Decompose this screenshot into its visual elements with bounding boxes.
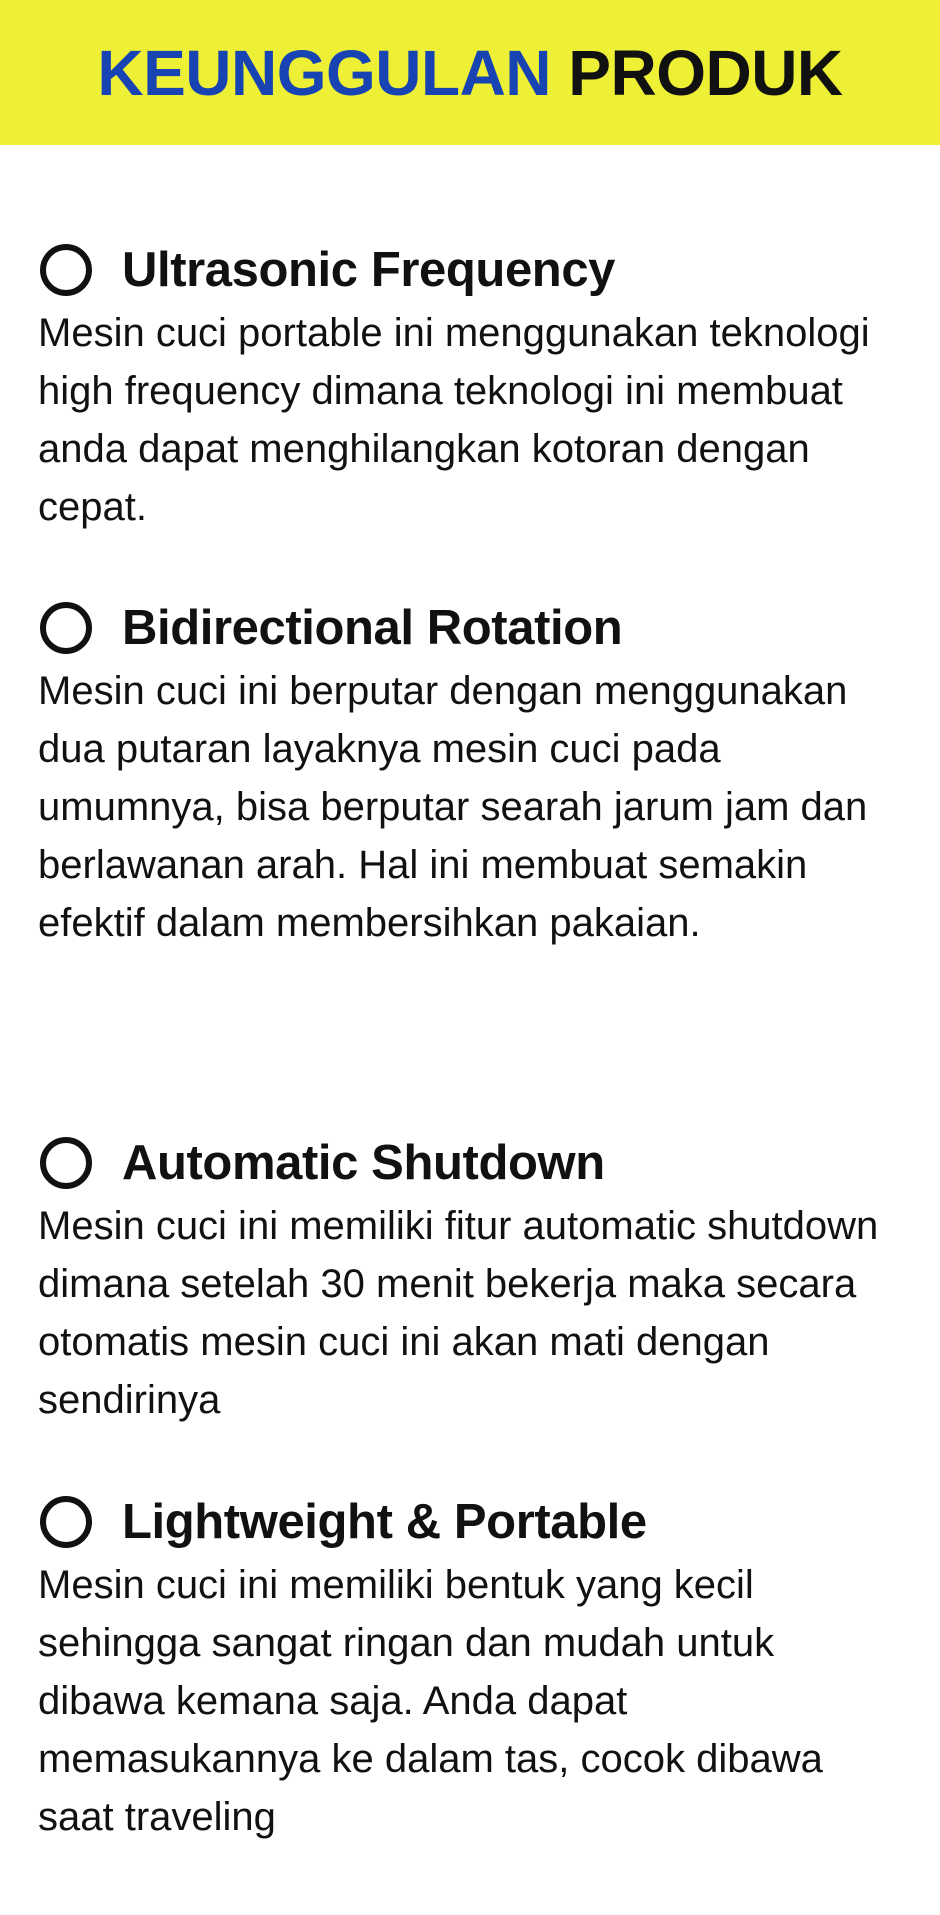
circle-icon [40, 1137, 92, 1189]
page-title-rest: PRODUK [568, 36, 843, 109]
feature-description: Mesin cuci ini memiliki fitur automatic shutdown dimana setelah 30 menit bekerja maka secara otomatis mesin cuci ini akan mati dengan sendirinya [38, 1204, 879, 1422]
feature-description: Mesin cuci portable ini menggunakan teknologi high frequency dimana teknologi ini membuat anda dapat menghilangkan kotoran dengan cepat. [38, 311, 870, 529]
feature-title: Bidirectional Rotation [122, 600, 623, 655]
feature-heading [40, 1492, 647, 1552]
circle-icon [40, 1496, 92, 1548]
feature-heading [40, 240, 615, 300]
feature-description: Mesin cuci ini berputar dengan menggunakan dua putaran layaknya mesin cuci pada umumnya, bisa berputar searah jarum jam dan berlawanan arah. Hal ini membuat semakin efektif dalam membersihkan pakaian. [38, 669, 868, 945]
feature-description: Mesin cuci ini memiliki bentuk yang kecil sehingga sangat ringan dan mudah untuk dibawa kemana saja. Anda dapat memasukannya ke dalam tas, cocok dibawa saat traveling [38, 1563, 823, 1839]
feature-title: Ultrasonic Frequency [122, 242, 616, 297]
feature-heading [40, 1133, 605, 1193]
circle-icon [40, 244, 92, 296]
circle-icon [40, 602, 92, 654]
page-title-accent: KEUNGGULAN [97, 36, 552, 109]
feature-heading [40, 598, 622, 658]
feature-title: Automatic Shutdown [122, 1135, 605, 1190]
feature-title: Lightweight & Portable [122, 1494, 647, 1549]
